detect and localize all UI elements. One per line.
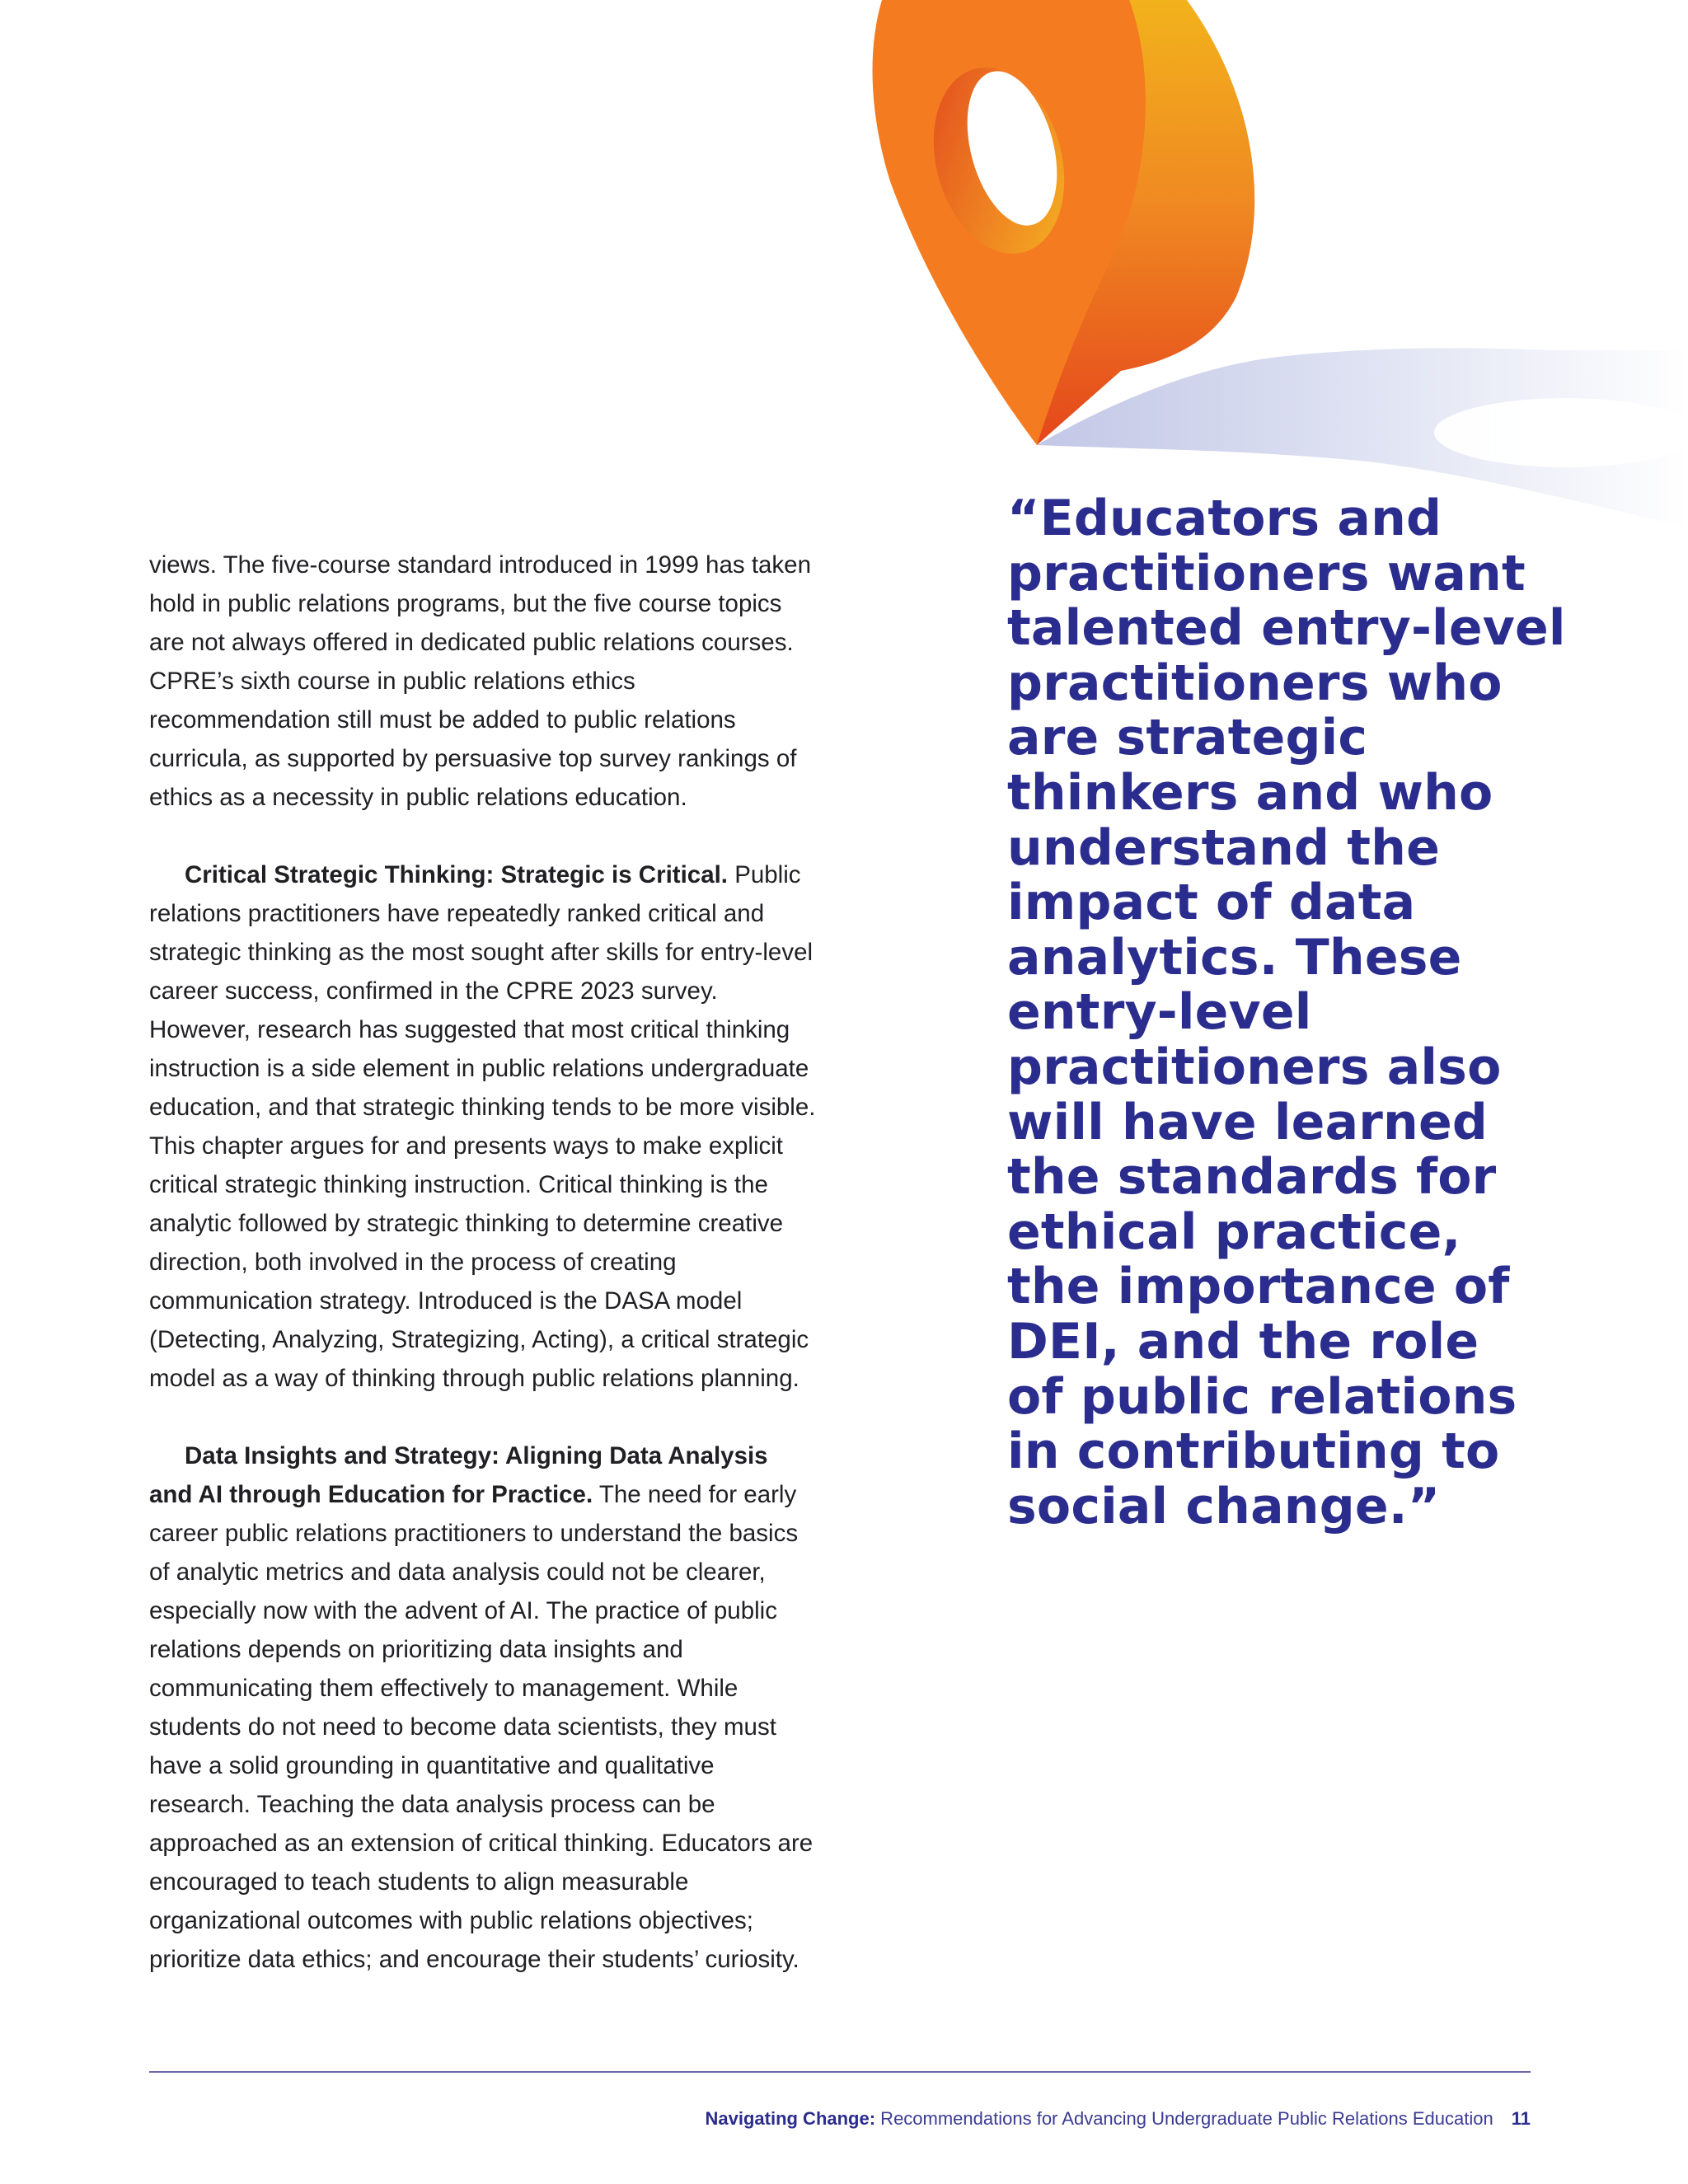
footer-subtitle: Recommendations for Advancing Undergraduate Public Relations Education [875,2108,1493,2129]
critical-thinking-paragraph [149,855,817,1398]
pull-quote-line: entry-level [1007,983,1312,1042]
pull-quote-line: practitioners who [1007,654,1503,712]
pull-quote-line: will have learned [1007,1093,1489,1151]
pull-quote-line: the standards for [1007,1148,1497,1207]
pull-quote-line: social change.” [1007,1477,1441,1535]
pull-quote-line: the importance of [1007,1258,1510,1316]
pull-quote-line: practitioners also [1007,1038,1502,1096]
pull-quote-line: of public relations [1007,1367,1517,1426]
location-pin-graphic [824,0,1688,536]
footer-title: Navigating Change: [705,2108,876,2129]
pull-quote-line: are strategic [1007,709,1368,767]
data-insights-text: The need for early career public relations practitioners to understand the basics of analytic metrics and data analysis could not be clearer, especially now with the advent of AI. The practice of public relations depends on prioritizing data insights and communicating them effectively to management. While students do not need to become data scientists, they must have a solid grounding in quantitative and qualitative research. Teaching the data analysis process can be approached as an extension of critical thinking. Educators are encouraged to teach students to align measurable organizational outcomes with public relations objectives; prioritize data ethics; and encourage their students’ curiosity. [149,1481,814,1973]
pull-quote-line: ethical practice, [1007,1202,1461,1261]
pull-quote-line: in contributing to [1007,1422,1500,1481]
pull-quote-line: analytics. These [1007,928,1462,987]
data-insights-paragraph [149,1436,817,1979]
critical-thinking-text: Public relations practitioners have repeatedly ranked critical and strategic thinking as the most sought after skills for entry-level career success, confirmed in the CPRE 2023 survey. However, research has suggested that most critical thinking instruction is a side element in public relations undergraduate education, and that strategic thinking tends to be more visible. This chapter argues for and presents ways to make explicit critical strategic thinking instruction. Critical thinking is the analytic followed by strategic thinking to determine creative direction, both involved in the process of creating communication strategy. Introduced is the DASA model (Detecting, Analyzing, Strategizing, Acting), a critical strategic model as a way of thinking through public relations planning. [149,861,816,1392]
page-footer [705,2107,1531,2131]
data-insights-heading: Data Insights and Strategy: Aligning Data Analysis and AI through Education for Practice. [149,1442,768,1508]
pull-quote-line: thinkers and who [1007,763,1493,822]
body-text-column [149,546,817,1979]
page-number: 11 [1511,2108,1531,2129]
pull-quote [1007,490,1566,1535]
pull-quote-line: DEI, and the role [1007,1312,1479,1371]
critical-thinking-heading: Critical Strategic Thinking: Strategic is Critical. [185,861,728,888]
footer-divider [149,2071,1531,2073]
pull-quote-line: understand the [1007,818,1440,877]
intro-paragraph: views. The five-course standard introduced in 1999 has taken hold in public relations programs, but the five course topics are not always offered in dedicated public relations courses. CPRE’s sixth course in public relations ethics recommendation still must be added to public relations curricula, as supported by persuasive top survey rankings of ethics as a necessity in public relations education. [149,551,811,811]
pull-quote-line: impact of data [1007,874,1416,932]
pull-quote-line: talented entry-level [1007,599,1566,658]
pull-quote-line: “Educators and [1007,490,1442,547]
pull-quote-line: practitioners want [1007,544,1526,602]
